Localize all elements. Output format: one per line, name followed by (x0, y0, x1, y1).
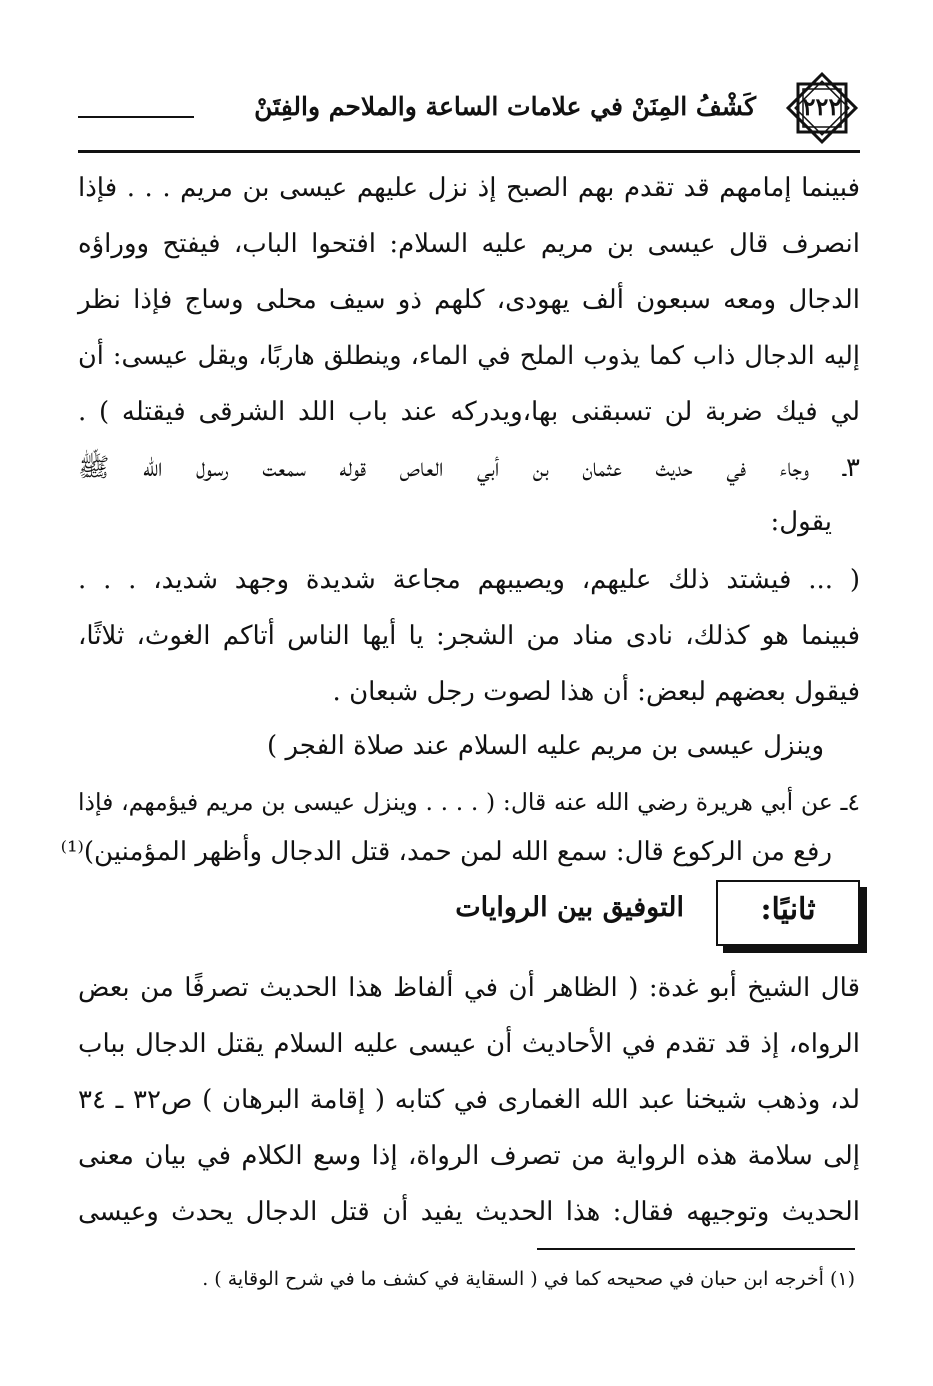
text-line: فبينما إمامهم قد تقدم بهم الصبح إذ نزل عليهم عيسى بن مريم . . . فإذا (78, 173, 860, 203)
header-rule (78, 150, 860, 153)
section-title: التوفيق بين الروايات (455, 892, 684, 923)
text-line: ٣ـ وجاء في حديث عثمان بن أبي العاص قوله سمعت رسول الله ﷺ (78, 453, 860, 483)
page-number-badge (784, 70, 860, 146)
text-line: ( ... فيشتد ذلك عليهم، ويصيبهم مجاعة شديدة وجهد شديد، . . . (78, 565, 860, 595)
section-label: ثانيًا: (760, 892, 816, 927)
book-title: كَشْفُ المِنَنْ في علامات الساعة والملاحم والفِتَنْ (254, 92, 756, 121)
text-line: وينزل عيسى بن مريم عليه السلام عند صلاة الفجر ) (267, 731, 824, 761)
section-label-box (716, 880, 860, 946)
text-line: يقول: (770, 507, 832, 537)
page-number: ٢٢٢ (802, 92, 842, 121)
text-line: إليه الدجال ذاب كما يذوب الملح في الماء، وينطلق هاربًا، ويقل عيسى: أن (78, 341, 860, 371)
footnote-rule (537, 1248, 855, 1250)
text-line: ٤ـ عن أبي هريرة رضي الله عنه قال: ( . . . . وينزل عيسى بن مريم فيؤمهم، فإذا (78, 788, 860, 816)
section-heading (440, 880, 860, 960)
text-line: إلى سلامة هذه الرواية من تصرف الرواة، إذا وسع الكلام في بيان معنى (78, 1141, 860, 1171)
text-line: الرواه، إذ قد تقدم في الأحاديث أن عيسى عليه السلام يقتل الدجال بباب (78, 1029, 860, 1059)
text-line: رفع من الركوع قال: سمع الله لمن حمد، قتل الدجال وأظهر المؤمنين)⁽¹⁾ (60, 837, 832, 867)
page-header (78, 70, 860, 150)
text-line: فيقول بعضهم لبعض: أن هذا لصوت رجل شبعان . (332, 677, 860, 707)
text-line: الدجال ومعه سبعون ألف يهودى، كلهم ذو سيف محلى وساج فإذا نظر (78, 285, 860, 315)
text-line: انصرف قال عيسى بن مريم عليه السلام: افتحوا الباب، فيفتح ووراؤه (78, 229, 860, 259)
text-line: الحديث وتوجيهه فقال: هذا الحديث يفيد أن قتل الدجال يحدث وعيسى (78, 1197, 860, 1227)
text-line: فبينما هو كذلك، نادى مناد من الشجر: يا أيها الناس أتاكم الغوث، ثلاثًا، (78, 621, 860, 651)
footnote: (١) أخرجه ابن حبان في صحيحه كما في ( السقاية في كشف ما في شرح الوقاية ) . (202, 1268, 855, 1290)
text-line: لي فيك ضربة لن تسبقنى بها،ويدركه عند باب اللد الشرقى فيقتله ) . (78, 397, 860, 427)
title-dash (78, 116, 194, 118)
text-line: لد، وذهب شيخنا عبد الله الغمارى في كتابه ( إقامة البرهان ) ص٣٢ ـ ٣٤ (78, 1085, 860, 1115)
text-line: قال الشيخ أبو غدة: ( الظاهر أن في ألفاظ هذا الحديث تصرفًا من بعض (78, 973, 860, 1003)
